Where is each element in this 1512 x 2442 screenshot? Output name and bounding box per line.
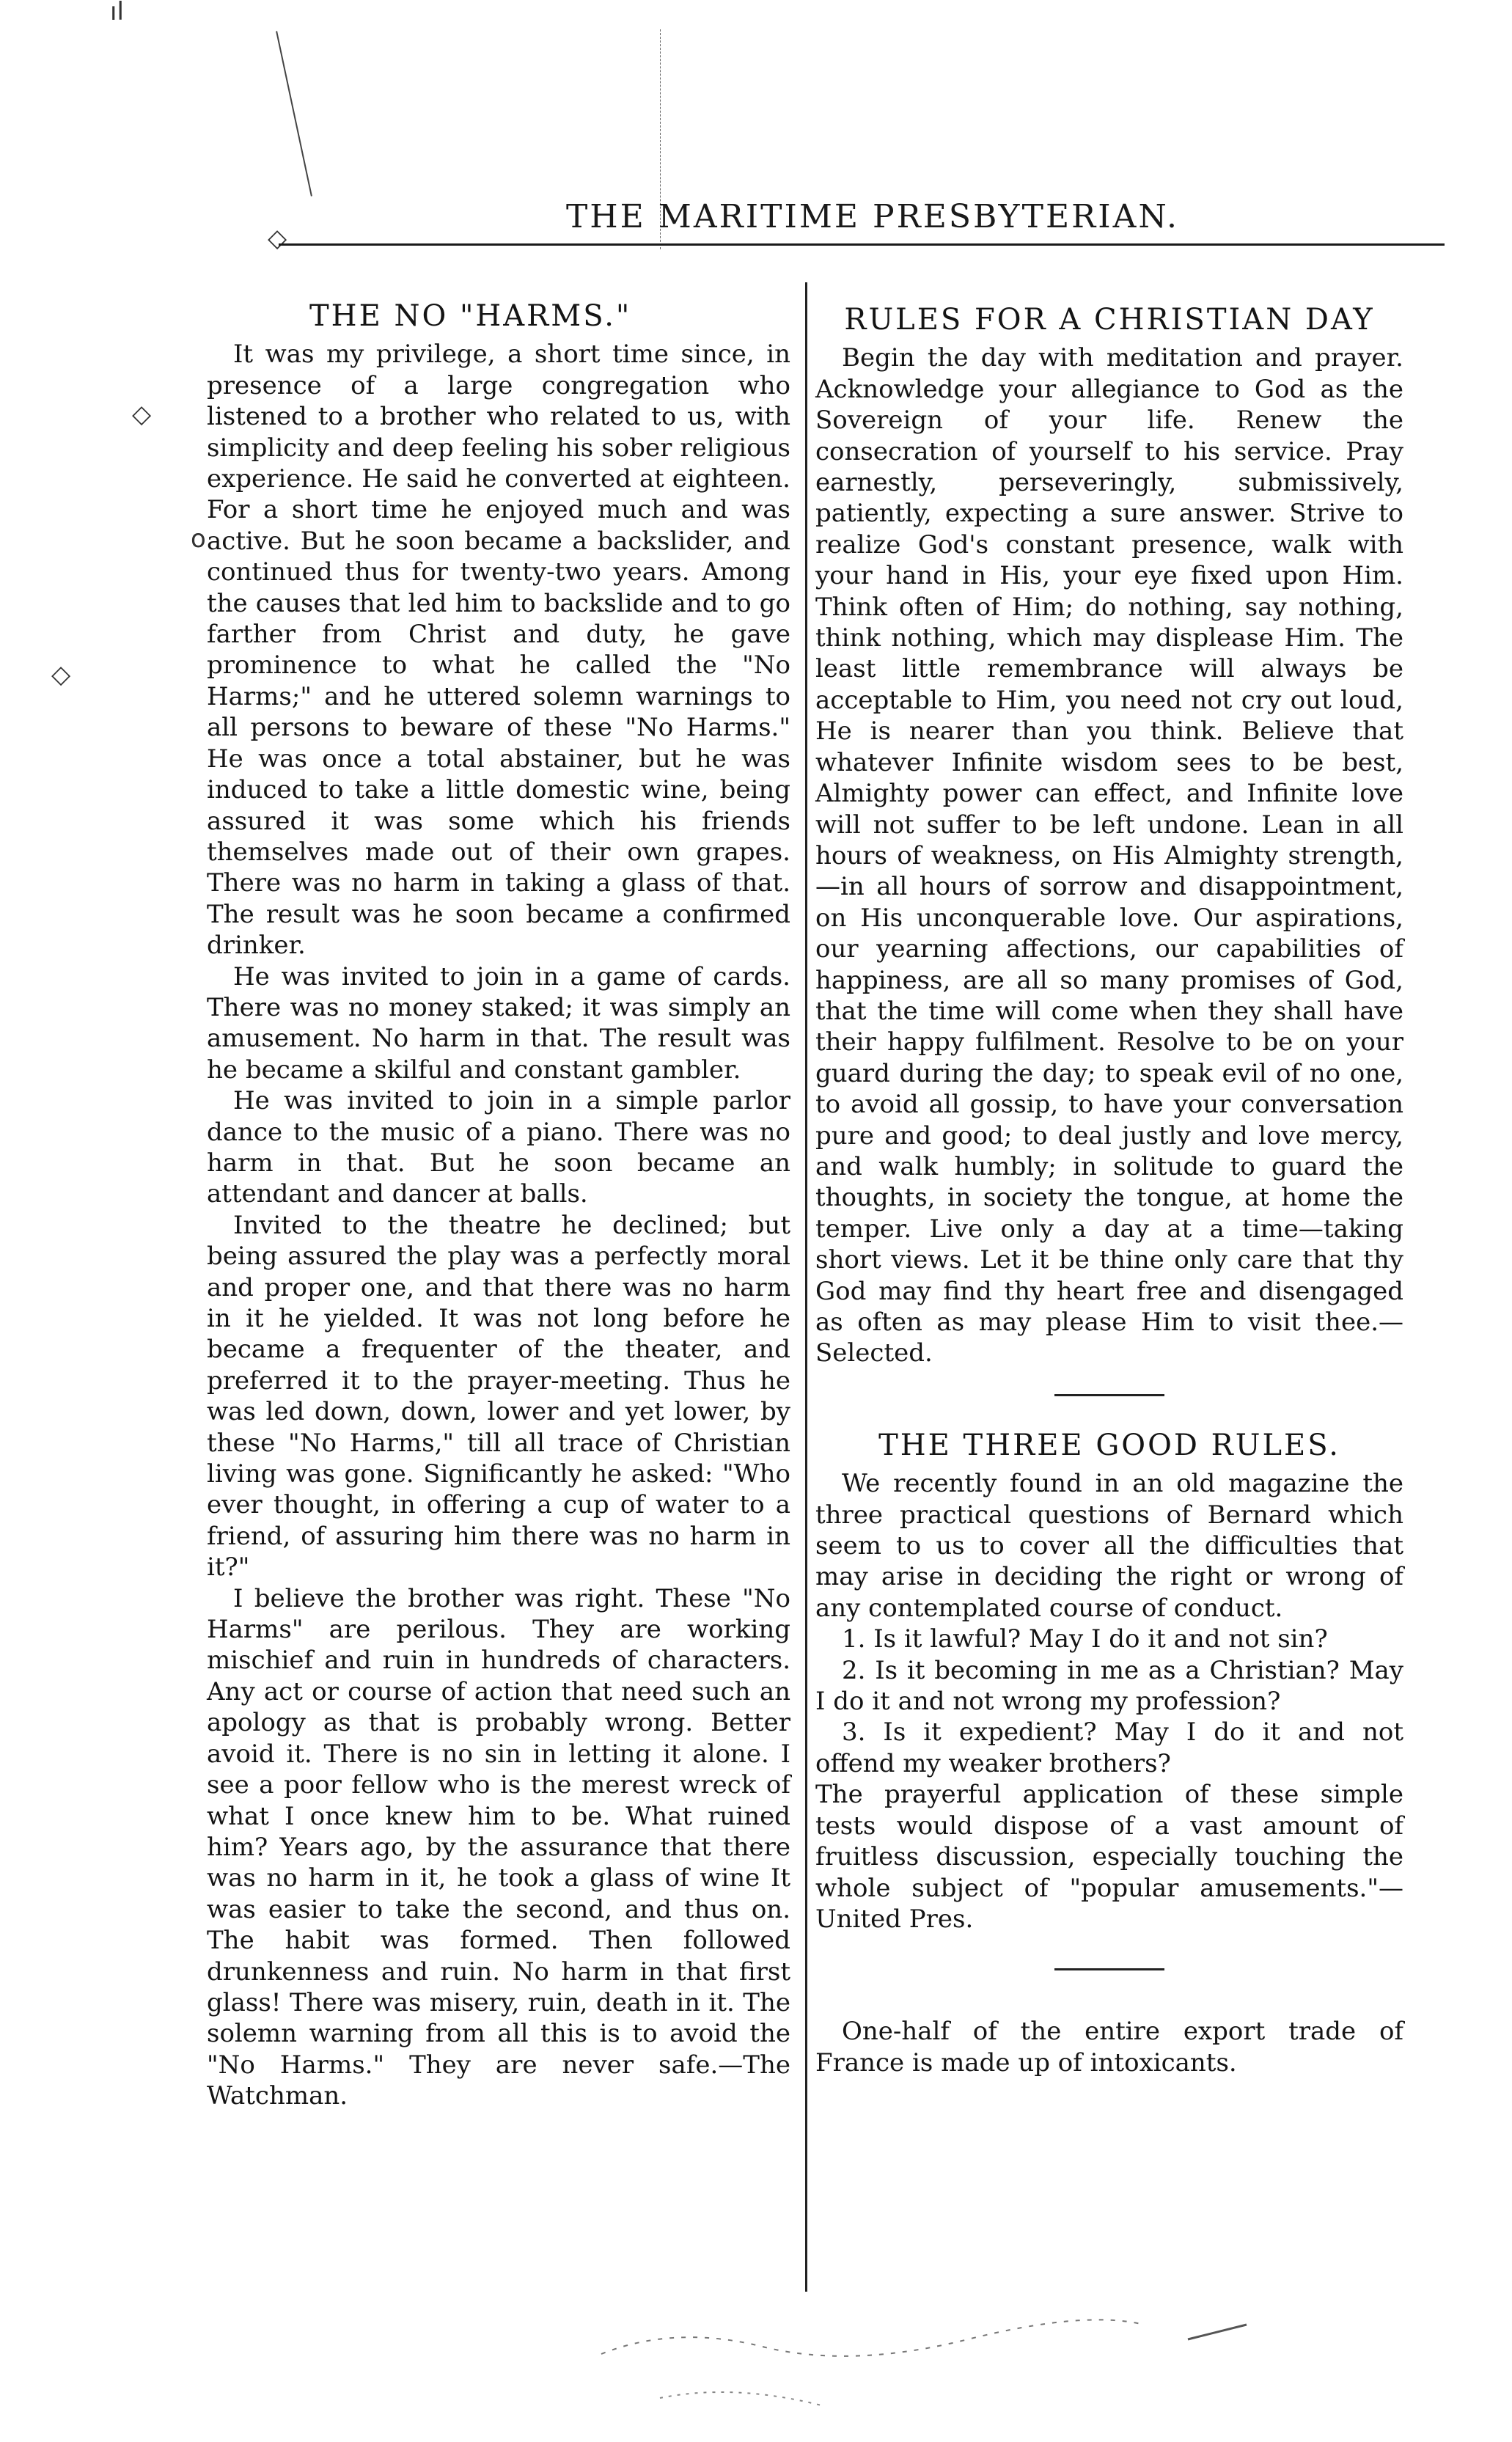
- section-separator: [1054, 1394, 1164, 1396]
- section-separator: [1054, 1968, 1164, 1970]
- rule-question-2: 2. Is it becoming in me as a Christian? May I do it and not wrong my profession?: [815, 1655, 1403, 1717]
- left-column: [207, 301, 790, 2112]
- article-paragraph: Invited to the theatre he declined; but being assured the play was a perfectly moral and proper one, and that there was no harm in it he yielded. It was not long before he became a frequenter of the theater, and preferred it to the prayer-meeting. Thus he was led down, down, lower and yet lower, by these "No Harms," till all trace of Christian living was gone. Significantly he asked: "Who ever thought, in offering a cup of water to a friend, of assuring him there was no harm in it?": [207, 1210, 790, 1583]
- scan-speck: ◇: [268, 224, 287, 253]
- rule-question-3: 3. Is it expedient? May I do it and not offend my weaker brothers?: [815, 1717, 1403, 1778]
- masthead-title: THE MARITIME PRESBYTERIAN.: [565, 198, 1180, 235]
- article-title-no-harms: THE NO "HARMS.": [309, 299, 632, 333]
- rule-question-1: 1. Is it lawful? May I do it and not sin?: [842, 1624, 1328, 1654]
- article-paragraph: It was my privilege, a short time since, in presence of a large congregation who listened to a brother who related to us, with simplicity and deep feeling his sober religious experience. He said he converted at eighteen. For a short time he enjoyed much and was active. But he soon became a backslider, and continued thus for twenty-two years. Among the causes that led him to backslide and to go farther from Christ and duty, he gave prominence to what he called the "No Harms;" and he uttered solemn warnings to all persons to beware of these "No Harms." He was once a total abstainer, but he was induced to take a little domestic wine, being assured it was some which his friends themselves made out of their own grapes. There was no harm in taking a glass of that. The result was he soon became a confirmed drinker.: [207, 340, 790, 961]
- article-paragraph: We recently found in an old magazine the three practical questions of Bernard which seem to us to cover all the difficulties that may arise in deciding the right or wrong of any contemplated course of conduct.: [815, 1469, 1403, 1623]
- scan-speck: ◇: [132, 400, 152, 429]
- article-paragraph: He was invited to join in a game of cards. There was no money staked; it was simply an amusement. No harm in that. The result was he became a skilful and constant gambler.: [207, 961, 790, 1085]
- article-title-three-rules: THE THREE GOOD RULES.: [878, 1428, 1340, 1462]
- scan-speck: ıl: [110, 0, 124, 26]
- scan-speck: o: [191, 524, 206, 554]
- article-paragraph: Begin the day with meditation and prayer. Acknowledge your allegiance to God as the Sovereign of your life. Renew the consecration of yourself to his service. Pray earnestly, perseveringly, submissively, patiently, expecting a sure answer. Strive to realize God's constant presence, walk with your hand in His, your eye fixed upon Him. Think often of Him; do nothing, say nothing, think nothing, which may displease Him. The least little remembrance will always be acceptable to Him, you need not cry out loud, He is nearer than you think. Believe that whatever Infinite wisdom sees to be best, Almighty power can effect, and Infinite love will not suffer to be left undone. Lean in all hours of weakness, on His Almighty strength,—in all hours of sorrow and disappointment, on His unconquerable love. Our aspirations, our yearning affections, our capabilities of happiness, are all so many promises of God, that the time will come when they shall have their happy fulfilment. Resolve to be on your guard during the day; to speak evil of no one, to avoid all gossip, to have your conversation pure and good; to deal justly and love mercy, and walk humbly; in solitude to guard the thoughts, in society the tongue, at home the temper. Live only a day at a time—taking short views. Let it be thine only care that thy God may find thy heart free and disengaged as often as may please Him to visit thee.—Selected.: [815, 343, 1403, 1368]
- paper-crack-line: [276, 31, 312, 196]
- column-divider: [805, 282, 807, 2292]
- article-title-christian-day: RULES FOR A CHRISTIAN DAY: [844, 303, 1375, 337]
- masthead-rule: [279, 243, 1445, 246]
- scan-scribble: [587, 2295, 1320, 2427]
- note-paragraph: One-half of the entire export trade of France is made up of intoxicants.: [815, 2017, 1403, 2078]
- right-column: [815, 304, 1403, 2078]
- article-paragraph: He was invited to join in a simple parlor dance to the music of a piano. There was no harm in that. But he soon became an attendant and dancer at balls.: [207, 1086, 790, 1209]
- article-paragraph: The prayerful application of these simple tests would dispose of a vast amount of fruitless discussion, especially touching the whole subject of "popular amusements."—United Pres.: [815, 1780, 1403, 1934]
- scan-speck: ◇: [51, 660, 71, 689]
- article-paragraph: I believe the brother was right. These "No Harms" are perilous. They are working mischief and ruin in hundreds of characters. Any act or course of action that need such an apology as that is probably wrong. Better avoid it. There is no sin in letting it alone. I see a poor fellow who is the merest wreck of what I once knew him to be. What ruined him? Years ago, by the assurance that there was no harm in it, he took a glass of wine It was easier to take the second, and thus on. The habit was formed. Then followed drunkenness and ruin. No harm in that first glass! There was misery, ruin, death in it. The solemn warning from all this is to avoid the "No Harms." They are never safe.—The Watchman.: [207, 1583, 790, 2111]
